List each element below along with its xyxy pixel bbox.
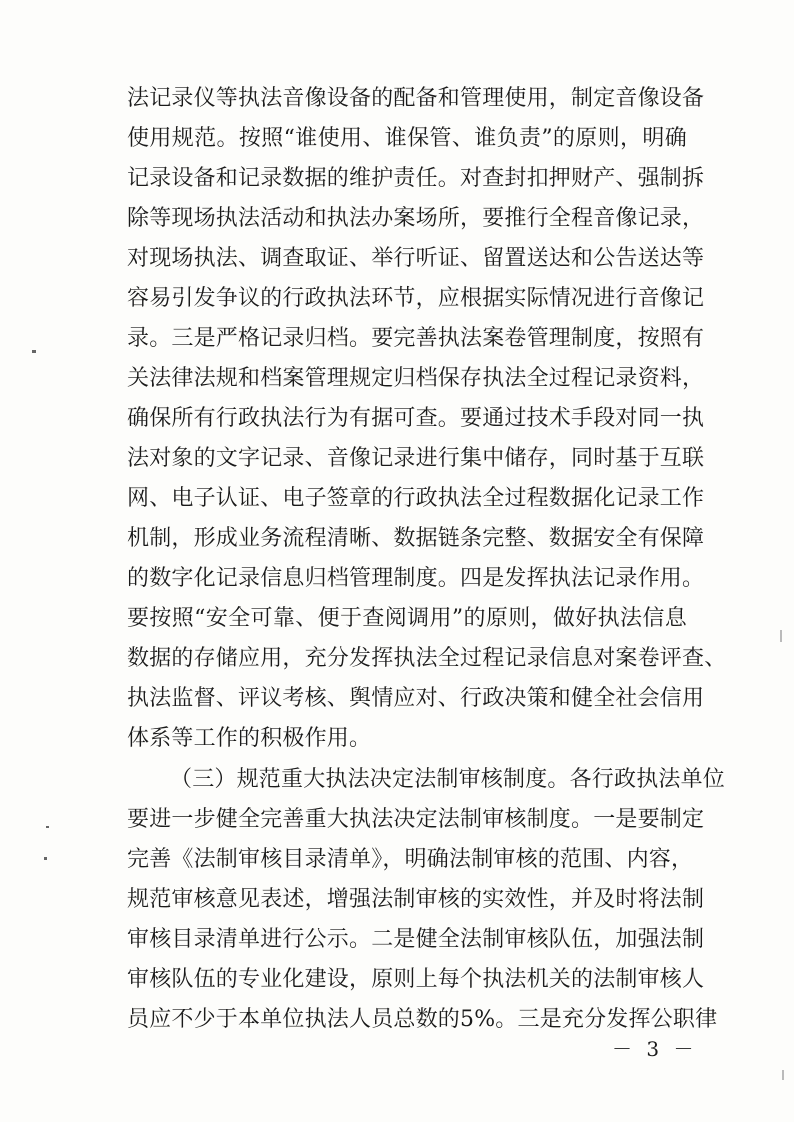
text-line-5: 对现场执法、调查取证、举行听证、留置送达和公告送达等 <box>127 246 705 271</box>
text-line-23: 审核队伍的专业化建设，原则上每个执法机关的法制审核人 <box>127 967 705 992</box>
text-line-6: 容易引发争议的行政执法环节，应根据实际情况进行音像记 <box>127 286 705 311</box>
text-line-12: 机制，形成业务流程清晰、数据链条完整、数据安全有保障 <box>127 526 705 551</box>
scan-speck <box>32 350 36 353</box>
text-line-15: 数据的存储应用，充分发挥执法全过程记录信息对案卷评查、 <box>127 646 727 671</box>
text-line-7: 录。三是严格记录归档。要完善执法案卷管理制度，按照有 <box>127 326 705 351</box>
text-line-3: 记录设备和记录数据的维护责任。对查封扣押财产、强制拆 <box>127 166 705 191</box>
text-line-4: 除等现场执法活动和执法办案场所，要推行全程音像记录， <box>127 206 705 231</box>
scan-speck <box>780 630 782 642</box>
text-line-22: 审核目录清单进行公示。二是健全法制审核队伍，加强法制 <box>127 927 705 952</box>
scan-speck <box>44 857 47 860</box>
text-line-10: 法对象的文字记录、音像记录进行集中储存，同时基于互联 <box>127 446 705 471</box>
text-line-20: 完善《法制审核目录清单》，明确法制审核的范围、内容， <box>127 847 694 872</box>
page-number: － 3 － <box>612 1037 698 1061</box>
text-line-2: 使用规范。按照“谁使用、谁保管、谁负责”的原则，明确 <box>127 126 687 151</box>
text-line-8: 关法律法规和档案管理规定归档保存执法全过程记录资料， <box>127 366 705 391</box>
text-line-13: 的数字化记录信息归档管理制度。四是发挥执法记录作用。 <box>127 566 705 591</box>
text-line-17: 体系等工作的积极作用。 <box>127 726 372 751</box>
text-line-14: 要按照“安全可靠、便于查阅调用”的原则，做好执法信息 <box>127 606 687 631</box>
text-line-19: 要进一步健全完善重大执法决定法制审核制度。一是要制定 <box>127 807 705 832</box>
scan-speck <box>782 1070 784 1080</box>
text-line-9: 确保所有行政执法行为有据可查。要通过技术手段对同一执 <box>127 406 705 431</box>
text-line-11: 网、电子认证、电子签章的行政执法全过程数据化记录工作 <box>127 486 705 511</box>
text-line-24: 员应不少于本单位执法人员总数的5%。三是充分发挥公职律 <box>127 1007 718 1032</box>
text-line-21: 规范审核意见表述，增强法制审核的实效性，并及时将法制 <box>127 887 705 912</box>
section-heading-line: （三）规范重大执法决定法制审核制度。各行政执法单位 <box>170 767 726 792</box>
text-line-1: 法记录仪等执法音像设备的配备和管理使用，制定音像设备 <box>127 86 705 111</box>
text-line-16: 执法监督、评议考核、舆情应对、行政决策和健全社会信用 <box>127 686 705 711</box>
scan-speck <box>46 826 49 828</box>
